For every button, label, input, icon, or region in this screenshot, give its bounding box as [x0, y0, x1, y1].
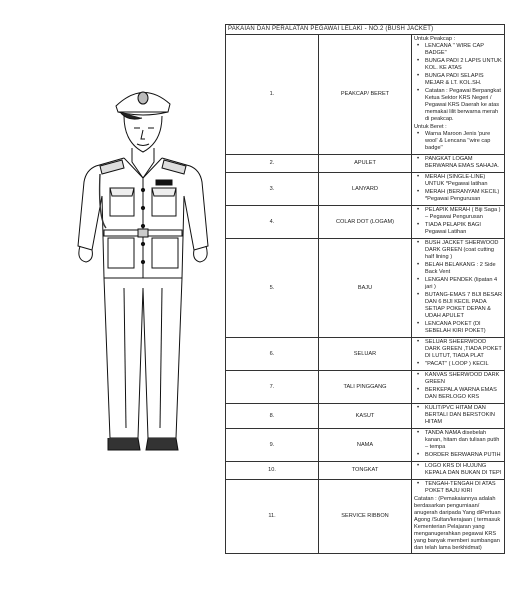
table-row [226, 173, 505, 206]
row-item: KASUT [319, 404, 412, 429]
table-title: PAKAIAN DAN PERALATAN PEGAWAI LELAKI - NO.2 (BUSH JACKET) [226, 25, 505, 35]
row-item: BAJU [319, 239, 412, 338]
description-item: • MERAH (BERANYAM KECIL) *Pegawai Pengurusan [425, 189, 502, 203]
table-row [226, 429, 505, 462]
row-number: 5. [226, 239, 319, 338]
description-item: • LENGAN PENDEK (lipatan 4 jari ) [425, 277, 502, 291]
row-item: NAMA [319, 429, 412, 462]
description-list [414, 156, 502, 170]
description-item: • TIADA PELAPIK BAGI Pegawai Latihan [425, 222, 502, 236]
description-list [414, 43, 502, 123]
row-description [412, 338, 505, 371]
row-description [412, 239, 505, 338]
description-item: • Warna Maroon Jenis 'pure wool' & Lencana ''wire cap badge'' [425, 131, 502, 152]
row-description [412, 206, 505, 239]
description-item: • LOGO KRS DI HUJUNG KEPALA DAN BUKAN DI TEPI [425, 463, 502, 477]
description-item: • TANDA NAMA disebelah kanan, hitam dan tulisan putih – tempa [425, 430, 502, 451]
row-item: SERVICE RIBBON [319, 480, 412, 554]
description-item: • SELUAR SHEERWOOD DARK GREEN ,TIADA POKET DI LUTUT, TIADA PLAT [425, 339, 502, 360]
uniform-specification-table [225, 24, 505, 554]
description-list [414, 131, 502, 152]
description-item: • PANGKAT LOGAM BERWARNA EMAS SAHAJA. [425, 156, 502, 170]
description-item: • Catatan : Pegawai Berpangkat Ketua Sektor KRS Negeri / Pegawai KRS Daerah ke atas memakai lilit berwarna merah di peakcap. [425, 88, 502, 123]
table-row [226, 35, 505, 155]
description-list [414, 207, 502, 236]
description-list [414, 430, 502, 459]
description-item: • KULIT/PVC HITAM DAN BERTALI DAN BERSTOKIN HITAM [425, 405, 502, 426]
description-heading: Untuk Peakcap : [414, 36, 456, 42]
row-number: 11. [226, 480, 319, 554]
description-item: • BUTANG-EMAS 7 BIJI BESAR DAN 6 BIJI KECIL PADA SETIAP POKET DEPAN & UDAH APULET [425, 292, 502, 320]
description-list [414, 405, 502, 426]
row-item: COLAR DOT (LOGAM) [319, 206, 412, 239]
description-list [414, 174, 502, 203]
description-item: • BUNGA PADI SELAPIS MEJAR & LT. KOL.SH. [425, 73, 502, 87]
description-list [414, 481, 502, 495]
table-row [226, 404, 505, 429]
row-number: 10. [226, 462, 319, 480]
description-list [414, 372, 502, 401]
row-number: 7. [226, 371, 319, 404]
table-row [226, 462, 505, 480]
row-number: 9. [226, 429, 319, 462]
row-description [412, 480, 505, 554]
row-number: 4. [226, 206, 319, 239]
description-list [414, 339, 502, 368]
table-row [226, 371, 505, 404]
description-item: • BERKEPALA WARNA EMAS DAN BERLOGO KRS [425, 387, 502, 401]
description-item: • BORDER BERWARNA PUTIH [425, 452, 502, 459]
description-item: • MERAH (SINGLE-LINE) UNTUK *Pegawai latihan [425, 174, 502, 188]
description-heading: Catatan : (Pemakaiannya adalah berdasarkan pengurniaan/ anugerah daripada Yang diPertuan Agong /Sultan/kerajaan ( termasuk Kementerian Pelajaran yang menganugerahkan pegawai KRS yang banyak memberi sumbangan dan telah lama berkhidmat) [414, 496, 501, 551]
description-item: • LENCANA POKET (DI SEBELAH KIRI POKET) [425, 321, 502, 335]
row-item: LANYARD [319, 173, 412, 206]
description-item: • BUNGA PADI 2 LAPIS UNTUK KOL. KE ATAS [425, 58, 502, 72]
row-description [412, 371, 505, 404]
table-row [226, 155, 505, 173]
description-heading: Untuk Beret : [414, 124, 447, 130]
row-item: TALI PINGGANG [319, 371, 412, 404]
table-title-row [226, 25, 505, 35]
row-number: 6. [226, 338, 319, 371]
table-row [226, 239, 505, 338]
row-number: 8. [226, 404, 319, 429]
row-number: 2. [226, 155, 319, 173]
description-item: • PELAPIK MERAH ( Biji Saga ) – Pegawai Pengurusan [425, 207, 502, 221]
row-item: APULET [319, 155, 412, 173]
description-item: • KANVAS SHERWOOD DARK GREEN [425, 372, 502, 386]
description-list [414, 463, 502, 477]
description-item: • LENCANA '' WIRE CAP BADGE'' [425, 43, 502, 57]
row-item: SELUAR [319, 338, 412, 371]
table-row [226, 338, 505, 371]
description-item: • BUSH JACKET SHERWOOD DARK GREEN (coat cutting half lining ) [425, 240, 502, 261]
row-description [412, 35, 505, 155]
uniform-officer-illustration [58, 78, 228, 458]
row-description [412, 173, 505, 206]
table-row [226, 480, 505, 554]
row-description [412, 155, 505, 173]
row-item: TONGKAT [319, 462, 412, 480]
description-item: • ''PACAT'' ( LOOP ) KECIL [425, 361, 502, 368]
description-item: • BELAH BELAKANG : 2 Side Back Vent [425, 262, 502, 276]
row-description [412, 429, 505, 462]
row-item: PEAKCAP/ BERET [319, 35, 412, 155]
row-description [412, 462, 505, 480]
description-item: • TENGAH-TENGAH DI ATAS POKET BAJU KIRI [425, 481, 502, 495]
description-list [414, 240, 502, 335]
table-row [226, 206, 505, 239]
row-description [412, 404, 505, 429]
row-number: 3. [226, 173, 319, 206]
row-number: 1. [226, 35, 319, 155]
